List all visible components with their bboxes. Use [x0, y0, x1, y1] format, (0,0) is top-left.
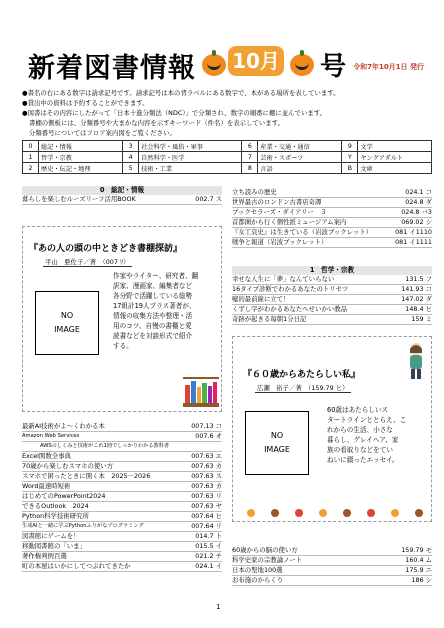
class-number: 6 [242, 141, 258, 152]
class-number: 0 [23, 141, 39, 152]
book-row[interactable] [232, 208, 432, 218]
book-row[interactable] [22, 432, 222, 442]
desc-line: ねいに綴ったエッセイ。 [327, 456, 399, 464]
featured-book-title: 『６０歳からあたらしい私』 [243, 370, 361, 380]
call-number: 024.1 イ [195, 562, 222, 570]
call-number: 081 イ1110 [395, 228, 432, 236]
section-header-0: 0 総記・情報 [22, 186, 222, 195]
call-number: 159 ミ [411, 315, 432, 323]
book-title: できるOutlook 2024 [22, 502, 89, 510]
note-line: ●図書はその内容にしたがって「日本十進分類法（NDC）」で分類され、数字の順番に棚に並んでいます。 [22, 109, 326, 117]
call-number: 024.8 ダ [405, 198, 432, 206]
book-row[interactable] [22, 492, 222, 502]
call-number: 024.1 コ [405, 188, 432, 196]
book-title: 70歳から楽しむスマホの使い方 [22, 462, 114, 470]
book-title: 移動図書館の「いま」 [22, 542, 86, 550]
book-title: 『女工哀史』は生きている（岩波ブックレット） [232, 228, 373, 236]
call-number: 147.02 ダ [401, 295, 432, 303]
no-image-text: NO [60, 311, 74, 320]
book-row[interactable] [232, 566, 432, 576]
book-title: 60歳からの脳の使い方 [232, 546, 298, 554]
featured-book-author: 広瀬 裕子／著 （159.79 ヒ） [257, 384, 349, 392]
class-number: 2 [23, 163, 39, 174]
featured-book-title: 『あの人の頭の中ときどき書棚探訪』 [29, 244, 183, 254]
book-row[interactable] [232, 295, 432, 305]
class-label: 自然科学・医学 [139, 152, 242, 163]
classification-row [23, 163, 432, 174]
right-column [232, 188, 432, 248]
class-label: 芸術・スポーツ [258, 152, 342, 163]
call-number: 141.93 コ [401, 285, 432, 293]
book-title: はじめてのPowerPoint2024 [22, 492, 106, 500]
book-title: AWSのしくみと技術がこれ1冊でしっかりわかる教科書 [40, 443, 170, 449]
book-title: Excel関数全事典 [22, 452, 71, 460]
desc-line: 60歳はあたらしいス [327, 406, 389, 414]
no-image-placeholder [245, 411, 309, 475]
book-row[interactable] [22, 462, 222, 472]
book-row[interactable] [22, 502, 222, 512]
book-row[interactable] [22, 562, 222, 572]
call-number: 069.02 シ [401, 218, 432, 226]
class-number: Y [342, 152, 358, 163]
book-title: スマホで困ったときに開く本 2025－2026 [22, 472, 151, 480]
class-number: 3 [123, 141, 139, 152]
class-number: 4 [123, 152, 139, 163]
book-title: 生成AIと一緒に学ぶPythonふりがなプログラミング [22, 523, 144, 529]
book-row[interactable] [232, 305, 432, 315]
call-number: 007.64 ヒ [191, 512, 222, 520]
book-title: 首都圏から行く個性派ミュージアム案内 [232, 218, 347, 226]
book-title: 立ち読みの歴史 [232, 188, 277, 196]
class-number: 8 [242, 163, 258, 174]
class-label: 技術・工業 [139, 163, 242, 174]
class-label: 総記・情報 [39, 141, 123, 152]
call-number: 007.63 カ [191, 482, 222, 490]
note-line: 分類番号についてはフロア案内図をご覧ください。 [29, 129, 176, 137]
class-label: 言語 [258, 163, 342, 174]
class-label: 文庫 [358, 163, 432, 174]
call-number: 007.63 カ [191, 462, 222, 470]
section-1-list [232, 266, 432, 325]
featured-book-author: 平山 亜佐子／著 （007 ﾘ） [45, 258, 130, 266]
month-badge: 10月 [228, 46, 284, 76]
no-image-text: NO [270, 431, 284, 440]
class-number: 1 [23, 152, 39, 163]
classification-table [22, 140, 432, 174]
decorative-border-icon [241, 507, 425, 519]
desc-line: れからの生活、小さな [327, 426, 393, 434]
book-title: 最新AI技術がよ～くわかる本 [22, 422, 105, 430]
book-title: Amazon Web Services [22, 433, 80, 439]
book-row[interactable] [22, 472, 222, 482]
book-row[interactable] [22, 452, 222, 462]
book-title: Word最速時短術 [22, 482, 71, 490]
book-row[interactable] [232, 198, 432, 208]
call-number: 007.6 オ [195, 432, 222, 440]
book-row[interactable] [232, 315, 432, 325]
class-label: 文学 [358, 141, 432, 152]
call-number: 007.63 ヤ [191, 502, 222, 510]
note-line: ●書名の右にある数字は請求記号です。請求記号は本の背ラベルにある数字で、本がある場所を表しています。 [22, 89, 340, 97]
left-lower-list [22, 422, 222, 572]
book-row[interactable] [232, 218, 432, 228]
featured-book-description [327, 405, 431, 465]
book-row[interactable] [232, 576, 432, 586]
book-row[interactable] [232, 285, 432, 295]
page-number: 1 [216, 603, 221, 611]
no-image-placeholder [35, 291, 99, 355]
call-number: 007.63 ス [191, 472, 222, 480]
note-line: ●貸出中の資料は予約することができます。 [22, 99, 149, 107]
book-row[interactable] [232, 228, 432, 238]
class-label: 社会科学・風俗・軍事 [139, 141, 242, 152]
featured-book-box [232, 336, 432, 522]
book-title: お布施のからくり [232, 576, 284, 584]
book-title: 戦争と報道（岩波ブックレット） [232, 238, 328, 246]
class-number: 5 [123, 163, 139, 174]
classification-row [23, 152, 432, 163]
call-number: 131.5 フ [405, 275, 432, 283]
desc-line: 17組計19人プラス著者が、 [113, 302, 196, 310]
book-title: Python科学技術研究所 [22, 512, 89, 520]
class-label: ヤングアダルト [358, 152, 432, 163]
desc-line: 暮らし、グレイヘア、家 [327, 436, 399, 444]
desc-line: 各分野で活躍している総勢 [113, 292, 193, 300]
class-label: 産業・交通・通信 [258, 141, 342, 152]
book-row[interactable] [22, 522, 222, 532]
call-number: 007.64 リ [191, 522, 222, 530]
left-column [22, 186, 222, 205]
desc-line: 作家やライター、研究者、翻 [113, 272, 199, 280]
book-row[interactable] [232, 556, 432, 566]
desc-line: 用のコツ、自慢の書棚と愛 [113, 322, 192, 330]
call-number: 186 シ [411, 576, 432, 584]
newsletter-header [24, 42, 424, 86]
featured-book-description [113, 271, 221, 351]
call-number: 007.63 リ [191, 492, 222, 500]
right-lower-list [232, 546, 432, 586]
book-row[interactable] [22, 422, 222, 432]
desc-line: タートラインととらえ、こ [327, 416, 407, 424]
section-header-1: 1 哲学・宗教 [232, 266, 432, 275]
class-label: 哲学・宗教 [39, 152, 123, 163]
call-number: 148.4 ヒ [405, 305, 432, 313]
book-title: くずし字がわかるあなたへせいかい教品 [232, 305, 348, 313]
call-number: 159.79 モ [401, 546, 432, 554]
call-number: 007.63 エ [191, 452, 222, 460]
book-title: 著作権判例百選 [22, 552, 67, 560]
bookshelf-icon [183, 377, 219, 407]
class-number: B [342, 163, 358, 174]
book-title: 日本の聖地100選 [232, 566, 283, 574]
book-title: ブックセラーズ・ダイアリー ３ [232, 208, 327, 216]
book-title: 町の本屋はいかにしてつぶれてきたか [22, 562, 131, 570]
book-row[interactable] [22, 552, 222, 562]
call-number: 021.2 チ [195, 552, 222, 560]
pumpkin-left-icon [202, 54, 226, 76]
book-row[interactable] [22, 482, 222, 492]
book-title: 幸せな人生に「夢」なんていらない [232, 275, 335, 283]
note-line: 書棚の側板には、分類番号や大まかな内容を示すキーワード（件名）を表示しています。 [29, 119, 284, 127]
book-row[interactable] [22, 195, 222, 205]
featured-book-box [22, 226, 222, 412]
call-number: 024.8 バ3 [401, 208, 432, 216]
desc-line: 情報の収集方法や整理・活 [113, 312, 193, 320]
book-row[interactable] [22, 542, 222, 552]
book-title: 世界最古のロンドン古書店奇譚 [232, 198, 322, 206]
call-number: 014.7 ト [195, 532, 222, 540]
class-label: 歴史・伝記・地理 [39, 163, 123, 174]
desc-line: 読書などを対談形式で紹介 [113, 332, 193, 340]
classification-row [23, 141, 432, 152]
desc-line: 訳家、漫画家、編集者など [113, 282, 193, 290]
no-image-text: IMAGE [54, 325, 80, 334]
book-row[interactable] [232, 546, 432, 556]
call-number: 002.7 ス [195, 195, 222, 203]
no-image-text: IMAGE [264, 445, 290, 454]
book-title: 暮らしを楽しむルーズリーフ活用BOOK [22, 195, 136, 203]
call-number [220, 442, 222, 451]
book-row[interactable] [22, 512, 222, 522]
desc-line: 族の看取りなどをてい [327, 446, 393, 454]
call-number: 160.4 ム [405, 556, 432, 564]
call-number: 081 イ1111 [395, 238, 432, 246]
class-number: 7 [242, 152, 258, 163]
desc-line: する。 [113, 342, 133, 350]
book-title: 16タイプ診断でわかるあなたのトリセツ [232, 285, 349, 293]
book-title: 図書館にゲームを！ [22, 532, 80, 540]
class-number: 9 [342, 141, 358, 152]
page-title: 新着図書情報 [28, 53, 196, 84]
book-row[interactable] [22, 532, 222, 542]
call-number: 175.9 ニ [405, 566, 432, 574]
pumpkin-right-icon [290, 54, 314, 76]
book-row[interactable] [232, 238, 432, 248]
book-row[interactable] [232, 275, 432, 285]
call-number: 007.13 コ [191, 422, 222, 430]
usage-notes [22, 88, 432, 138]
book-title: 嘘的最前線に立て！ [232, 295, 290, 303]
issue-suffix: 号 [320, 52, 347, 82]
book-title: 奇跡が起きる毎朝1分日記 [232, 315, 307, 323]
book-title: 科学史家の宗教論ノート [232, 556, 303, 564]
call-number: 015.5 イ [195, 542, 222, 550]
issue-date: 令和7年10月1日 発行 [353, 63, 424, 71]
book-row[interactable] [232, 188, 432, 198]
woman-illustration-icon [403, 341, 429, 381]
book-row[interactable] [22, 442, 222, 452]
